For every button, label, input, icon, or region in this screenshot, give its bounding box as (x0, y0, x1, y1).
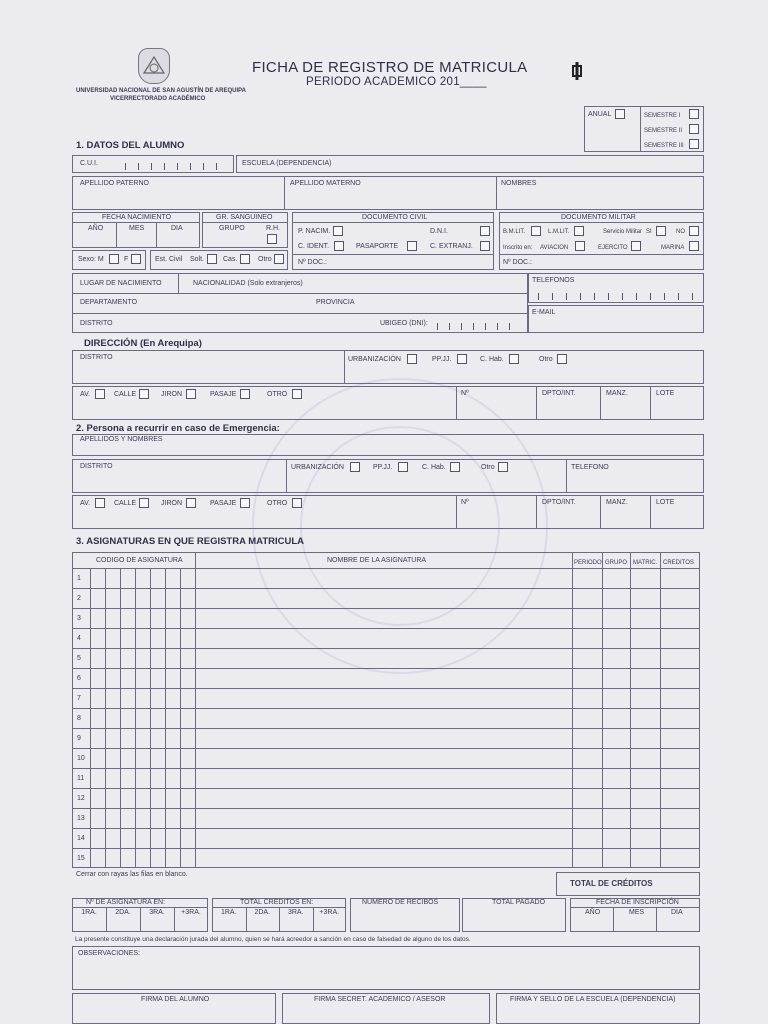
table-row[interactable] (90, 648, 700, 668)
em-jiron-label: JIRON (161, 500, 182, 507)
ejercito-label: EJERCITO (598, 245, 628, 251)
dir-lote-label: LOTE (656, 390, 675, 397)
semestre-3-label: SEMESTRE III (644, 143, 684, 149)
escuela-label: ESCUELA (DEPENDENCIA) (242, 160, 332, 167)
dir-jiron-checkbox[interactable] (186, 389, 196, 399)
casado-label: Cas. (223, 256, 238, 263)
em-jiron-checkbox[interactable] (186, 498, 196, 508)
sexo-label: Sexo: M (78, 256, 104, 263)
n-asig-col-label: 1RA. (81, 909, 97, 916)
em-calle-label: CALLE (114, 500, 137, 507)
row-number: 6 (77, 675, 81, 682)
em-otro-label: Otro (481, 464, 495, 471)
apellido-paterno-label: APELLIDO PATERNO (80, 180, 149, 187)
dir-otro-label: Otro (539, 356, 553, 363)
total-pagado-label: TOTAL PAGADO (492, 899, 546, 906)
table-row[interactable] (90, 688, 700, 708)
table-row[interactable] (90, 608, 700, 628)
row-number: 11 (77, 775, 85, 782)
p-nacim-checkbox[interactable] (333, 226, 343, 236)
em-num-label: Nº (461, 499, 469, 506)
semestre-2-label: SEMESTRE II (644, 128, 683, 134)
bmlit-label: B.M.LIT. (503, 229, 526, 235)
table-row[interactable] (90, 568, 700, 588)
sexo-f-label: F (124, 256, 129, 263)
em-manz-label: MANZ. (606, 499, 628, 506)
row-number: 3 (77, 615, 81, 622)
em-chab-label: C. Hab. (422, 464, 446, 471)
dir-otro-checkbox[interactable] (557, 354, 567, 364)
pasaporte-label: PASAPORTE (356, 243, 399, 250)
semestre-1-label: SEMESTRE I (644, 113, 681, 119)
dni-label: D.N.I. (430, 228, 448, 235)
declaracion-jurada: La presente constituye una declaración jurada del alumno, quien se hará acreedor a sanción en caso de falsedad de alguno de los datos. (75, 936, 471, 943)
university-logo (138, 48, 170, 84)
tot-cred-col-label: 2DA. (254, 909, 271, 916)
row-number: 15 (77, 855, 85, 862)
lmlit-label: L.M.LIT. (548, 229, 570, 235)
rh-label: R.H. (266, 225, 280, 232)
direccion-title: DIRECCIÓN (En Arequipa) (84, 338, 202, 349)
section-1-title: 1. DATOS DEL ALUMNO (76, 140, 185, 151)
tot-cred-col-label: 3RA. (287, 909, 304, 916)
firma-secretario-label: FIRMA SECRET. ACADEMICO / ASESOR (314, 996, 446, 1003)
departamento-label: DEPARTAMENTO (80, 299, 138, 306)
apellido-materno-label: APELLIDO MATERNO (290, 180, 361, 187)
documento-civil-label: DOCUMENTO CIVIL (362, 214, 428, 221)
anual-label: ANUAL (588, 111, 612, 118)
section-3-title: 3. ASIGNATURAS EN QUE REGISTRA MATRICULA (76, 536, 305, 547)
table-row[interactable] (90, 748, 700, 768)
row-number: 5 (77, 655, 81, 662)
cui-label: C.U.I. (80, 160, 98, 167)
table-row[interactable] (90, 628, 700, 648)
dni-checkbox[interactable] (480, 226, 490, 236)
c-extranj-label: C. EXTRANJ. (430, 243, 473, 250)
n-asig-col-label: +3RA. (181, 909, 201, 916)
em-apellidos-label: APELLIDOS Y NOMBRES (80, 436, 163, 443)
matric-header: MATRIC. (633, 560, 658, 566)
dir-manz-label: MANZ. (606, 390, 628, 397)
em-dpto-label: DPTO/INT. (542, 499, 576, 506)
anio-label: AÑO (88, 225, 104, 232)
dir-chab-label: C. Hab. (480, 356, 504, 363)
em-pasaje-label: PASAJE (210, 500, 237, 507)
dir-urbanizacion-checkbox[interactable] (407, 354, 417, 364)
em-urbanizacion-label: URBANIZACIÓN (291, 464, 344, 471)
cerrar-note: Cerrar con rayas las filas en blanco. (76, 871, 188, 878)
ejercito-checkbox[interactable] (631, 241, 641, 251)
table-row[interactable] (90, 768, 700, 788)
soltero-label: Solt. (190, 256, 205, 263)
observaciones-label: OBSERVACIONES: (78, 950, 140, 957)
nacionalidad-label: NACIONALIDAD (Solo extranjeros) (193, 280, 303, 287)
soltero-checkbox[interactable] (207, 254, 217, 264)
em-telefono-label: TELEFONO (571, 464, 609, 471)
no-label: NO (676, 229, 685, 235)
total-creditos-label: TOTAL DE CRÉDITOS (570, 879, 653, 888)
lugar-nacimiento-label: LUGAR DE NACIMIENTO (80, 280, 162, 287)
n-asig-col-label: 2DA. (115, 909, 131, 916)
pasaporte-checkbox[interactable] (407, 241, 417, 251)
dir-ppjj-checkbox[interactable] (457, 354, 467, 364)
periodo-header: PERIODO (574, 560, 602, 566)
provincia-label: PROVINCIA (316, 299, 355, 306)
bmlit-checkbox[interactable] (531, 226, 541, 236)
em-av-checkbox[interactable] (95, 498, 105, 508)
semestre-1-checkbox[interactable] (689, 109, 699, 119)
row-number: 12 (77, 795, 85, 802)
fi-dia-label: DIA (671, 909, 683, 916)
codigo-header: CODIGO DE ASIGNATURA (96, 557, 183, 564)
no-checkbox[interactable] (689, 226, 699, 236)
grupo-header: GRUPO (605, 560, 628, 566)
form-title: FICHA DE REGISTRO DE MATRICULA (252, 59, 528, 76)
tot-cred-col-label: +3RA. (319, 909, 340, 916)
firma-escuela-label: FIRMA Y SELLO DE LA ESCUELA (DEPENDENCIA) (510, 996, 676, 1003)
names-row (72, 176, 704, 210)
table-row[interactable] (90, 588, 700, 608)
rh-checkbox[interactable] (267, 234, 277, 244)
semestre-2-checkbox[interactable] (689, 124, 699, 134)
em-distrito-label: DISTRITO (80, 463, 113, 470)
fecha-nacimiento-label: FECHA NACIMIENTO (102, 214, 172, 221)
servicio-militar-label: Servicio Militar (603, 229, 643, 235)
dir-jiron-label: JIRON (161, 391, 182, 398)
n-doc-civil-label: Nº DOC.: (298, 259, 328, 266)
dir-av-label: AV. (80, 391, 91, 398)
p-nacim-label: P. NACIM. (298, 228, 331, 235)
row-number: 4 (77, 635, 81, 642)
semestre-3-checkbox[interactable] (689, 139, 699, 149)
sexo-f-checkbox[interactable] (131, 254, 141, 264)
row-number: 7 (77, 695, 81, 702)
em-av-label: AV. (80, 500, 91, 507)
row-number: 14 (77, 835, 85, 842)
sexo-m-checkbox[interactable] (109, 254, 119, 264)
anual-checkbox[interactable] (615, 109, 625, 119)
table-row[interactable] (90, 708, 700, 728)
grupo-label: GRUPO (219, 225, 245, 232)
row-number: 2 (77, 595, 81, 602)
section-2-title: 2. Persona a recurrir en caso de Emergencia: (76, 423, 280, 434)
row-number: 13 (77, 815, 85, 822)
em-otro-checkbox[interactable] (498, 462, 508, 472)
dir-calle-label: CALLE (114, 391, 137, 398)
em-urbanizacion-checkbox[interactable] (350, 462, 360, 472)
inscrito-label: Inscrito en: (503, 245, 533, 251)
dir-dpto-label: DPTO/INT. (542, 390, 576, 397)
documento-militar-label: DOCUMENTO MILITAR (561, 214, 636, 221)
dia-label: DIA (171, 225, 183, 232)
lmlit-checkbox[interactable] (574, 226, 584, 236)
otro-civil-label: Otro (258, 256, 272, 263)
firma-alumno-label: FIRMA DEL ALUMNO (141, 996, 210, 1003)
dir-pasaje-checkbox[interactable] (240, 389, 250, 399)
aviacion-label: AVIACION (540, 245, 569, 251)
casado-checkbox[interactable] (240, 254, 250, 264)
email-label: E-MAIL (532, 309, 556, 316)
otro-civil-checkbox[interactable] (274, 254, 284, 264)
em-ppjj-label: PP.JJ. (373, 464, 393, 471)
c-extranj-checkbox[interactable] (480, 241, 490, 251)
distrito-nac-label: DISTRITO (80, 320, 113, 327)
nombres-label: NOMBRES (501, 180, 537, 187)
telefonos-label: TELEFONOS (532, 277, 575, 284)
grupo-sanguineo-label: GR. SANGUINEO (216, 214, 273, 221)
nombre-header: NOMBRE DE LA ASIGNATURA (327, 557, 427, 564)
n-doc-militar-label: Nº DOC.: (503, 259, 533, 266)
em-calle-checkbox[interactable] (139, 498, 149, 508)
fi-anio-label: AÑO (585, 909, 601, 916)
estado-civil-label: Est. Civil (155, 256, 183, 263)
university-name: UNIVERSIDAD NACIONAL DE SAN AGUSTÍN DE AREQUIPA (76, 88, 247, 94)
num-recibos-label: NUMERO DE RECIBOS (362, 899, 439, 906)
emergencia-nombres-field[interactable] (72, 434, 704, 456)
aviacion-checkbox[interactable] (575, 241, 585, 251)
dir-otro2-label: OTRO (267, 391, 288, 398)
row-number: 10 (77, 755, 85, 762)
fi-mes-label: MES (629, 909, 645, 916)
em-ppjj-checkbox[interactable] (398, 462, 408, 472)
mes-label: MES (129, 225, 145, 232)
row-number: 9 (77, 735, 81, 742)
marina-label: MARINA (661, 245, 685, 251)
dir-chab-checkbox[interactable] (509, 354, 519, 364)
table-row[interactable] (90, 728, 700, 748)
period-title: PERIODO ACADEMICO 201____ (306, 76, 487, 88)
dir-otro2-checkbox[interactable] (292, 389, 302, 399)
dir-distrito-label: DISTRITO (80, 354, 113, 361)
tot-cred-label: TOTAL CREDITOS EN: (240, 899, 314, 906)
tot-cred-col-label: 1RA. (220, 909, 237, 916)
table-row[interactable] (90, 788, 700, 808)
table-row[interactable] (90, 808, 700, 828)
si-checkbox[interactable] (656, 226, 666, 236)
si-label: SI (646, 229, 652, 235)
em-lote-label: LOTE (656, 499, 675, 506)
em-chab-checkbox[interactable] (450, 462, 460, 472)
em-pasaje-checkbox[interactable] (240, 498, 250, 508)
em-otro2-label: OTRO (267, 500, 288, 507)
dir-calle-checkbox[interactable] (139, 389, 149, 399)
vice-rectorate: VICERRECTORADO ACADÉMICO (110, 96, 206, 102)
n-asig-label: Nº DE ASIGNATURA EN: (86, 899, 166, 906)
marina-checkbox[interactable] (689, 241, 699, 251)
creditos-header: CREDITOS (663, 560, 694, 566)
fecha-inscripcion-label: FECHA DE INSCRIPCIÓN (596, 899, 679, 906)
c-ident-label: C. IDENT. (298, 243, 330, 250)
observaciones-field[interactable] (72, 946, 700, 990)
dir-ppjj-label: PP.JJ. (432, 356, 452, 363)
table-row[interactable] (90, 668, 700, 688)
dir-num-label: Nº (461, 390, 469, 397)
c-ident-checkbox[interactable] (334, 241, 344, 251)
n-asig-col-label: 3RA. (149, 909, 165, 916)
dir-av-checkbox[interactable] (95, 389, 105, 399)
corner-mark-icon (572, 62, 582, 80)
ubigeo-label: UBIGEO (DNI): (380, 320, 428, 327)
dir-urbanizacion-label: URBANIZACIÓN (348, 356, 401, 363)
table-row[interactable] (90, 848, 700, 868)
em-otro2-checkbox[interactable] (292, 498, 302, 508)
dir-pasaje-label: PASAJE (210, 391, 237, 398)
row-number: 1 (77, 575, 81, 582)
row-number: 8 (77, 715, 81, 722)
table-row[interactable] (90, 828, 700, 848)
